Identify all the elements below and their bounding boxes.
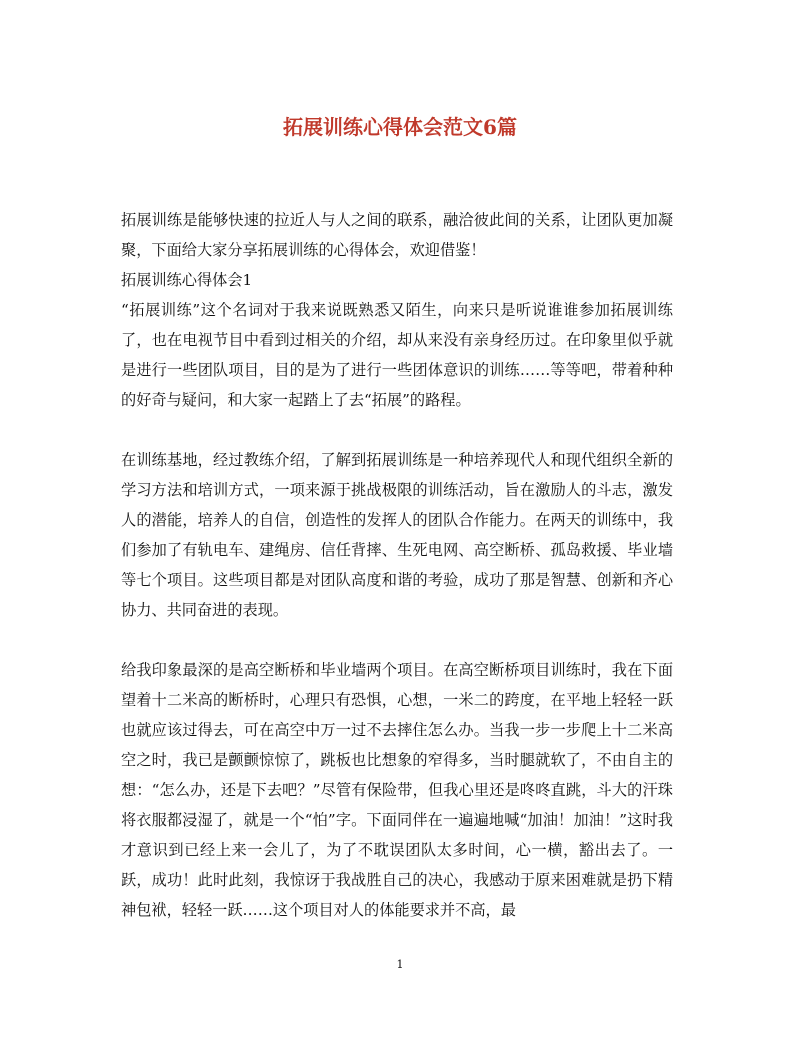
page-number: 1 [396, 958, 404, 971]
section-heading: 拓展训练心得体会1 [121, 271, 253, 289]
intro-paragraph: 拓展训练是能够快速的拉近人与人之间的联系，融洽彼此间的关系，让团队更加凝聚，下面给大家分享拓展训练的心得体会，欢迎借鉴！ [121, 211, 673, 259]
document-body [121, 205, 673, 925]
paragraph-gap [121, 415, 673, 445]
body-paragraph-1: “拓展训练”这个名词对于我来说既熟悉又陌生，向来只是听说谁谁参加拓展训练了，也在电视节目中看到过相关的介绍，却从来没有亲身经历过。在印象里似乎就是进行一些团队项目，目的是为了进行一些团体意识的训练……等等吧，带着种种的好奇与疑问，和大家一起踏上了去“拓展”的路程。 [121, 301, 673, 409]
body-paragraph-3: 给我印象最深的是高空断桥和毕业墙两个项目。在高空断桥项目训练时，我在下面望着十二米高的断桥时，心理只有恐惧，心想，一米二的跨度，在平地上轻轻一跃也就应该过得去，可在高空中万一过不去摔住怎么办。当我一步一步爬上十二米高空之时，我已是颤颤惊惊了，跳板也比想象的窄得多，当时腿就软了，不由自主的想：“怎么办，还是下去吧？”尽管有保险带，但我心里还是咚咚直跳，斗大的汗珠将衣服都浸湿了，就是一个“怕”字。下面同伴在一遍遍地喊“加油！加油！”这时我才意识到已经上来一会儿了，为了不耽误团队太多时间，心一横，豁出去了。一跃，成功！此时此刻，我惊讶于我战胜自己的决心，我感动于原来困难就是扔下精神包袱，轻轻一跃……这个项目对人的体能要求并不高，最 [121, 661, 673, 919]
body-paragraph-2: 在训练基地，经过教练介绍，了解到拓展训练是一种培养现代人和现代组织全新的学习方法和培训方式，一项来源于挑战极限的训练活动，旨在激励人的斗志，激发人的潜能，培养人的自信，创造性的发挥人的团队合作能力。在两天的训练中，我们参加了有轨电车、建绳房、信任背摔、生死电网、高空断桥、孤岛救援、毕业墙等七个项目。这些项目都是对团队高度和谐的考验，成功了那是智慧、创新和齐心协力、共同奋进的表现。 [121, 451, 673, 619]
paragraph-gap [121, 625, 673, 655]
document-title: 拓展训练心得体会范文6篇 [283, 115, 517, 139]
